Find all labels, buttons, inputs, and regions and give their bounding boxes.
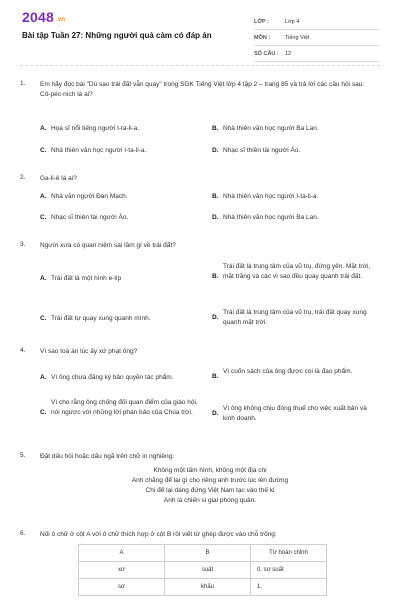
table-cell-result[interactable]: 0. sơ suất (251, 562, 327, 579)
brand-logo[interactable] (22, 9, 65, 25)
option-letter: A. (40, 275, 47, 282)
option-text: Trái đất là trung tâm của vũ trụ, trái đất quay xung quanh mặt trời. (223, 309, 367, 326)
option-text: Vì cho rằng ông chống đối quan điểm của giáo hội, nói ngược với những lời phán bảo của Chúa trời. (51, 399, 198, 416)
subject-value: Tiếng Việt (285, 34, 310, 41)
option-c[interactable] (40, 213, 205, 223)
option-text: Nhà thiên văn học người Ba Lan. (223, 125, 319, 132)
option-text: Trái đất tự quay xung quanh mình. (51, 315, 151, 322)
option-a[interactable] (40, 124, 205, 134)
option-text: Trái đất là một hình e-líp (51, 275, 122, 282)
count-label: SỐ CÂU : (254, 50, 279, 57)
brand-name: 2048 (22, 9, 54, 25)
option-text: Nhà thiên văn học người I-ta-li-a. (51, 147, 147, 154)
option-b[interactable] (212, 192, 380, 202)
matching-table (78, 544, 327, 596)
option-b[interactable] (212, 262, 380, 282)
question-5 (20, 452, 380, 518)
option-c[interactable] (40, 146, 205, 156)
option-letter: D. (212, 410, 219, 417)
worksheet-header (0, 0, 400, 66)
option-text: Vì ông không chịu đóng thuế cho việc xuất bản và kinh doanh. (223, 405, 367, 422)
question-number: 1. (20, 80, 26, 87)
option-text: Vì cuốn sách của ông được coi là đạo phẩm. (223, 368, 353, 375)
poem-block (40, 466, 380, 506)
grade-value: Lớp 4 (285, 18, 300, 25)
option-a[interactable] (40, 192, 205, 202)
option-letter: C. (40, 315, 47, 322)
option-a[interactable] (40, 274, 205, 284)
option-d[interactable] (212, 404, 380, 424)
question-number: 6. (20, 530, 26, 537)
option-text: Vì ông chưa đăng ký bản quyền tác phẩm. (51, 374, 174, 381)
question-number: 4. (20, 347, 26, 354)
grade-label: LỚP : (254, 18, 269, 25)
option-text: Nhà thiên văn học người Ba Lan. (223, 214, 319, 221)
option-letter: D. (212, 314, 219, 321)
count-value: 12 (285, 50, 292, 57)
option-letter: A. (40, 374, 47, 381)
question-text: Vì sao toà án lúc ấy xử phạt ông? (40, 348, 138, 355)
table-cell-a[interactable]: xơ (79, 562, 165, 579)
option-b[interactable] (212, 367, 380, 380)
question-text: Đặt dấu hỏi hoặc dấu ngã trên chữ in nghiêng: (40, 453, 175, 460)
option-letter: C. (40, 409, 47, 416)
page-title: Bài tập Tuần 27: Những người quả cảm có đáp án (22, 31, 212, 40)
meta-info (254, 14, 380, 62)
option-letter: C. (40, 214, 47, 221)
question-2 (20, 174, 380, 234)
option-letter: B. (212, 273, 219, 280)
option-letter: D. (212, 147, 219, 154)
question-1 (20, 80, 380, 165)
header-divider (20, 65, 380, 66)
option-letter: B. (212, 193, 219, 200)
option-text: Nhà văn người Đan Mạch. (51, 193, 128, 200)
table-cell-a[interactable]: sơ (79, 579, 165, 596)
brand-tld: .vn (55, 17, 66, 23)
option-letter: B. (212, 373, 219, 380)
option-d[interactable] (212, 146, 380, 156)
question-text: Nối ô chữ ở cột A với ô chữ thích hợp ở cột B rồi viết từ ghép được vào chỗ trống: (40, 531, 277, 538)
table-row (79, 562, 327, 579)
option-text: Họa sĩ nổi tiếng người I-ta-li-a. (51, 125, 140, 132)
option-text: Nhạc sĩ thiên tài người Áo. (223, 147, 301, 154)
column-header-result: Từ hoàn chỉnh (251, 545, 327, 562)
poem-line: Không một tấm hình, không một địa chi (153, 467, 267, 474)
option-a[interactable] (40, 373, 205, 383)
poem-line: Anh là chiến si giai phóng quân. (163, 497, 257, 504)
question-text: Ga-li-ê là ai? (40, 175, 77, 182)
option-text: Nhạc sĩ thiên tài người Áo. (51, 214, 129, 221)
option-letter: A. (40, 125, 47, 132)
column-header-a: A (79, 545, 165, 562)
option-text: Trái đất là trung tâm của vũ trụ, đứng yên. Mặt trời, mặt trăng và các vì sao đều quay quanh trái đất. (223, 263, 371, 280)
option-text: Nhà thiên văn học người I-ta-li-a. (223, 193, 319, 200)
meta-subject-row (254, 30, 380, 46)
option-d[interactable] (212, 308, 380, 328)
question-subtext: Cô-péc-ních là ai? (40, 91, 93, 98)
option-d[interactable] (212, 213, 380, 223)
option-letter: C. (40, 147, 47, 154)
meta-grade-row (254, 14, 380, 30)
meta-count-row (254, 46, 380, 62)
option-letter: B. (212, 125, 219, 132)
table-cell-result[interactable]: 1. (251, 579, 327, 596)
poem-line: Chi để lại dáng đứng Việt Nam tạc vào thế ki (145, 487, 275, 494)
question-text: Người xưa có quan niệm sai lầm gì về trái đất? (40, 242, 176, 249)
question-number: 3. (20, 241, 26, 248)
option-c[interactable] (40, 398, 205, 418)
question-3 (20, 241, 380, 341)
option-b[interactable] (212, 124, 380, 134)
option-letter: A. (40, 193, 47, 200)
question-text: Em hãy đọc bài "Dù sao trái đất vẫn quay" trong SGK Tiếng Việt lớp 4 tập 2 – trang 85 và trả lời các câu hỏi sau: (40, 81, 365, 88)
question-number: 2. (20, 174, 26, 181)
table-header-row (79, 545, 327, 562)
subject-label: MÔN : (254, 34, 271, 41)
question-number: 5. (20, 452, 26, 459)
option-c[interactable] (40, 314, 205, 324)
question-6 (20, 530, 380, 600)
table-row (79, 579, 327, 596)
column-header-b: B (165, 545, 251, 562)
poem-line: Anh chăng để lại gì cho riêng anh trước lúc lên đường (131, 477, 289, 484)
table-cell-b[interactable]: suất (165, 562, 251, 579)
question-4 (20, 347, 380, 447)
table-cell-b[interactable]: khấu (165, 579, 251, 596)
option-letter: D. (212, 214, 219, 221)
